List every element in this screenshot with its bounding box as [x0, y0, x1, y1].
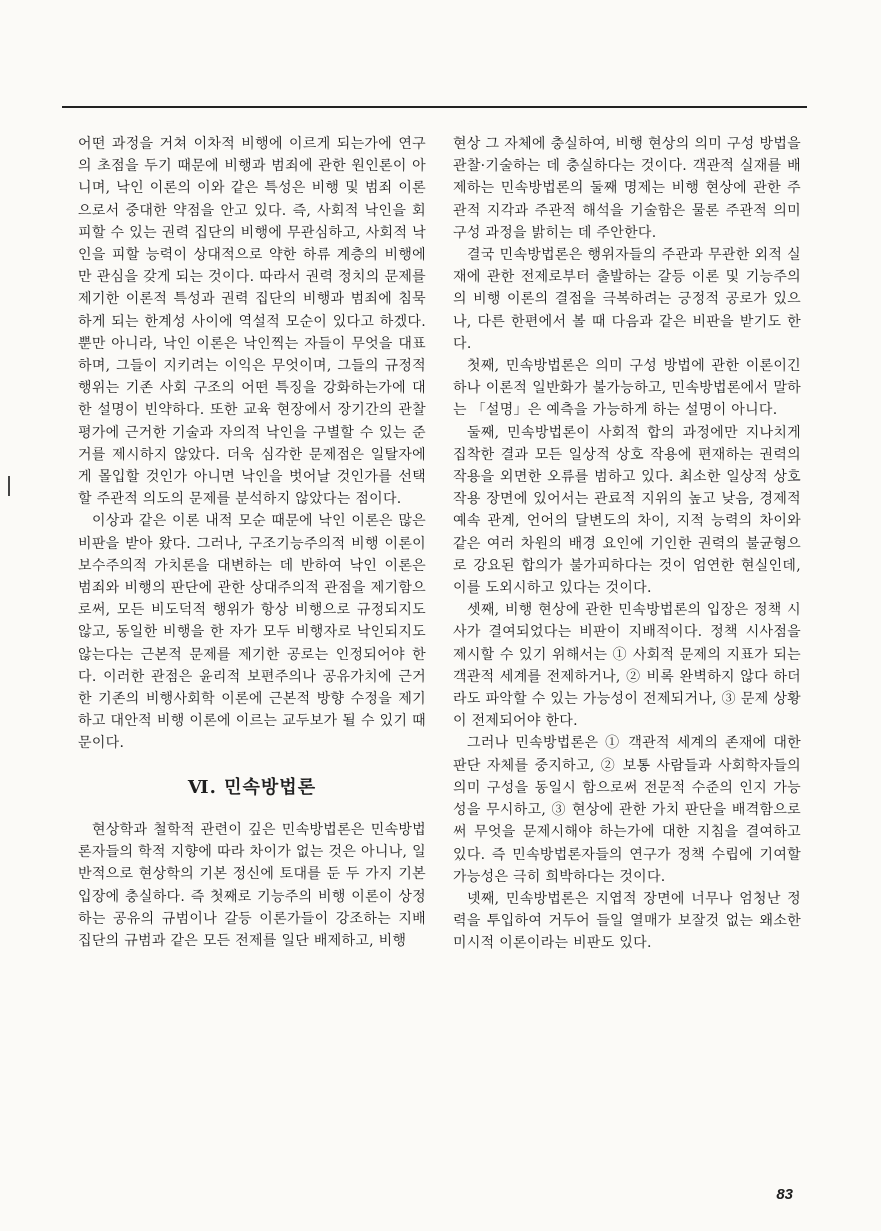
body-paragraph: 셋째, 비행 현상에 관한 민속방법론의 입장은 정책 시사가 결여되었다는 비판이 지배적이다. 정책 시사점을 제시할 수 있기 위해서는 ① 사회적 문제의 지표가 되는 객관적 세계를 전제하거나, ② 비록 완벽하지 않다 하더라도 파악할 수 있는 가능성이 전제되거나, ③ 문제 상황이 전제되어야 한다. — [453, 602, 801, 730]
page-number: 83 — [776, 1186, 793, 1203]
body-paragraph: 둘째, 민속방법론이 사회적 합의 과정에만 지나치게 집착한 결과 모든 일상적 상호 작용에 편재하는 권력의 작용을 외면한 오류를 범하고 있다. 최소한 일상적 상호 작용 장면에 있어서는 관료적 지위의 높고 낮음, 경제적 예속 관계, 언어의 달변도의 차이, 지적 능력의 차이와 같은 여러 차원의 배경 요인에 기인한 권력의 불균형으로 강요된 합의가 불가피하다는 것이 엄연한 현실인데, 이를 도외시하고 있다는 것이다. — [453, 424, 801, 597]
body-paragraph: 이상과 같은 이론 내적 모순 때문에 낙인 이론은 많은 비판을 받아 왔다. 그러나, 구조기능주의적 비행 이론이 보수주의적 가치론을 대변하는 데 반하여 낙인 이론은 범죄와 비행의 판단에 관한 상대주의적 관점을 제기함으로써, 모든 비도덕적 행위가 항상 비행으로 규정되지도 않고, 동일한 비행을 한 자가 모두 비행자로 낙인되지도 않는다는 근본적 문제를 제기한 공로는 인정되어야 한다. 이러한 관점은 윤리적 보편주의나 공유가치에 근거한 기존의 비행사회학 이론에 근본적 방향 수정을 제기하고 대안적 비행 이론에 이르는 교두보가 될 수 있기 때문이다. — [78, 513, 426, 752]
body-paragraph: 넷째, 민속방법론은 지엽적 장면에 너무나 엄청난 정력을 투입하여 거두어 들일 열매가 보잘것 없는 왜소한 미시적 이론이라는 비판도 있다. — [453, 890, 801, 952]
body-paragraph: 어떤 과정을 거쳐 이차적 비행에 이르게 되는가에 연구의 초점을 두기 때문에 비행과 범죄에 관한 원인론이 아니며, 낙인 이론의 이와 같은 특성은 비행 및 범죄 이론으로서 중대한 약점을 안고 있다. 즉, 사회적 낙인을 회피할 수 있는 권력 집단의 비행에 무관심하고, 사회적 낙인을 피할 능력이 상대적으로 약한 하류 계층의 비행에만 관심을 갖게 되는 것이다. 따라서 권력 정치의 문제를 제기한 이론적 특성과 권력 집단의 비행과 범죄에 침묵하게 되는 한계성 사이에 역설적 모순이 있다고 하겠다. 뿐만 아니라, 낙인 이론은 낙인찍는 자들이 무엇을 대표하며, 그들이 지키려는 이익은 무엇이며, 그들의 규정적 행위는 기존 사회 구조의 어떤 특징을 강화하는가에 대한 설명이 빈약하다. 또한 교육 현장에서 장기간의 관찰 평가에 근거한 기술과 자의적 낙인을 구별할 수 있는 준거를 제시하지 않았다. 더욱 심각한 문제점은 일탈자에게 몰입할 것인가 아니면 낙인을 벗어날 것인가를 선택할 주관적 의도의 문제를 분석하지 않았다는 점이다. — [78, 136, 426, 508]
right-column — [453, 133, 801, 955]
left-column — [78, 133, 426, 952]
body-paragraph: 현상 그 자체에 충실하여, 비행 현상의 의미 구성 방법을 관찰·기술하는 데 충실하다는 것이다. 객관적 실재를 배제하는 민속방법론의 둘째 명제는 비행 현상에 관한 주관적 지각과 주관적 해석을 기술함은 물론 주관적 의미 구성 과정을 밝히는 데 주안한다. — [453, 136, 801, 241]
header-rule — [62, 106, 807, 108]
body-paragraph: 그러나 민속방법론은 ① 객관적 세계의 존재에 대한 판단 자체를 중지하고, ② 보통 사람들과 사회학자들의 의미 구성을 동일시 함으로써 전문적 수준의 인지 가능성을 무시하고, ③ 현상에 관한 가치 판단을 배격함으로써 무엇을 문제시해야 하는가에 대한 지침을 결여하고 있다. 즉 민속방법론자들의 연구가 정책 수립에 기여할 가능성은 극히 희박하다는 것이다. — [453, 735, 801, 885]
body-paragraph: 결국 민속방법론은 행위자들의 주관과 무관한 외적 실재에 관한 전제로부터 출발하는 갈등 이론 및 기능주의의 비행 이론의 결점을 극복하려는 긍정적 공로가 있으나, 다른 한편에서 볼 때 다음과 같은 비판을 받기도 한다. — [453, 247, 801, 352]
body-paragraph: 첫째, 민속방법론은 의미 구성 방법에 관한 이론이긴 하나 이론적 일반화가 불가능하고, 민속방법론에서 말하는 「설명」은 예측을 가능하게 하는 설명이 아니다. — [453, 358, 801, 419]
body-paragraph: 현상학과 철학적 관련이 깊은 민속방법론은 민속방법론자들의 학적 지향에 따라 차이가 없는 것은 아니나, 일반적으로 현상학의 기본 정신에 토대를 둔 두 가지 기본 입장에 충실하다. 즉 첫째로 기능주의 비행 이론이 상정하는 공유의 규범이나 갈등 이론가들이 강조하는 지배 집단의 규범과 같은 모든 전제를 일단 배제하고, 비행 — [78, 821, 426, 949]
margin-mark — [8, 476, 10, 496]
section-heading: Ⅵ. 민속방법론 — [187, 776, 317, 798]
